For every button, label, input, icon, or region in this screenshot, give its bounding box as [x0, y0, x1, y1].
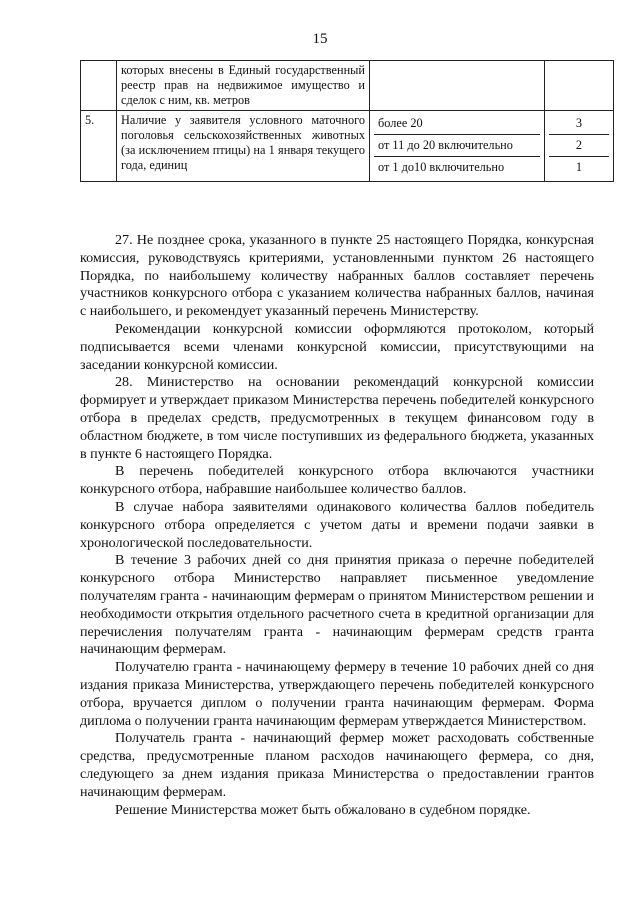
criterion-text: Наличие у заявителя условного маточного поголовья сельскохозяйственных животных (за исключением птицы) на 1 января текущего года, единиц: [117, 111, 370, 182]
paragraph: 28. Министерство на основании рекомендаций конкурсной комиссии формирует и утверждает приказом Министерства перечень победителей конкурсного отбора в пределах средств, предусмотренных в текущем финансовом году в областном бюджете, в том числе поступивших из федерального бюджета, указанных в пункте 6 настоящего Порядка.: [80, 374, 594, 462]
paragraph: В течение 3 рабочих дней со дня принятия приказа о перечне победителей конкурсного отбора Министерство направляет письменное уведомление получателям гранта - начинающим фермерам о принятом Министерством решении и необходимости открытия отдельного расчетного счета в кредитной организации для перечисления получателям гранта - начинающим фермерам средств гранта начинающим фермерам.: [80, 552, 594, 658]
option-label: от 1 до10 включительно: [378, 160, 505, 174]
score-cell: [545, 61, 614, 111]
option-cell: [370, 111, 545, 182]
paragraph: Решение Министерства может быть обжаловано в судебном порядке.: [115, 801, 531, 818]
criteria-table: [80, 60, 614, 182]
paragraph: Рекомендации конкурсной комиссии оформляются протоколом, который подписывается всеми членами конкурсной комиссии, присутствующими на заседании конкурсной комиссии.: [80, 320, 594, 373]
row-number: [81, 61, 117, 111]
table-row: [81, 61, 614, 111]
option-label: от 11 до 20 включительно: [374, 135, 540, 157]
paragraph: В перечень победителей конкурсного отбора включаются участники конкурсного отбора, набравшие наибольшее количество баллов.: [80, 463, 594, 498]
page-number: 15: [312, 31, 328, 47]
option-cell: [370, 61, 545, 111]
option-label: более 20: [374, 113, 540, 135]
paragraph: В случае набора заявителями одинакового количества баллов победитель конкурсного отбора определяется с учетом даты и времени подачи заявки в хронологической последовательности.: [80, 498, 594, 551]
table-row: [81, 111, 614, 182]
row-number: 5.: [81, 111, 117, 182]
score-value: 3: [549, 113, 609, 135]
score-cell: [545, 111, 614, 182]
paragraph: Получателю гранта - начинающему фермеру в течение 10 рабочих дней со дня издания приказа Министерства, утверждающего перечень победителей конкурсного отбора, вручается диплом о получении гранта начинающим фермерам. Форма диплома о получении гранта начинающим фермерам утверждается Министерством.: [80, 659, 594, 729]
paragraph: 27. Не позднее срока, указанного в пункте 25 настоящего Порядка, конкурсная комиссия, руководствуясь критериями, установленными пунктом 26 настоящего Порядка, по наибольшему количеству набранных баллов составляет перечень участников конкурсного отбора с указанием количества набранных баллов, начиная с наибольшего, и рекомендует указанный перечень Министерству.: [80, 232, 594, 320]
score-value: 1: [575, 160, 583, 174]
criterion-text: которых внесены в Единый государственный реестр прав на недвижимое имущество и сделок с ним, кв. метров: [117, 61, 370, 111]
paragraph: Получатель гранта - начинающий фермер может расходовать собственные средства, предусмотренные планом расходов начинающего фермера, со дня, следующего за днем издания приказа Министерства о предоставлении грантов начинающим фермерам.: [80, 730, 594, 800]
document-body: [80, 232, 594, 819]
score-value: 2: [549, 135, 609, 157]
